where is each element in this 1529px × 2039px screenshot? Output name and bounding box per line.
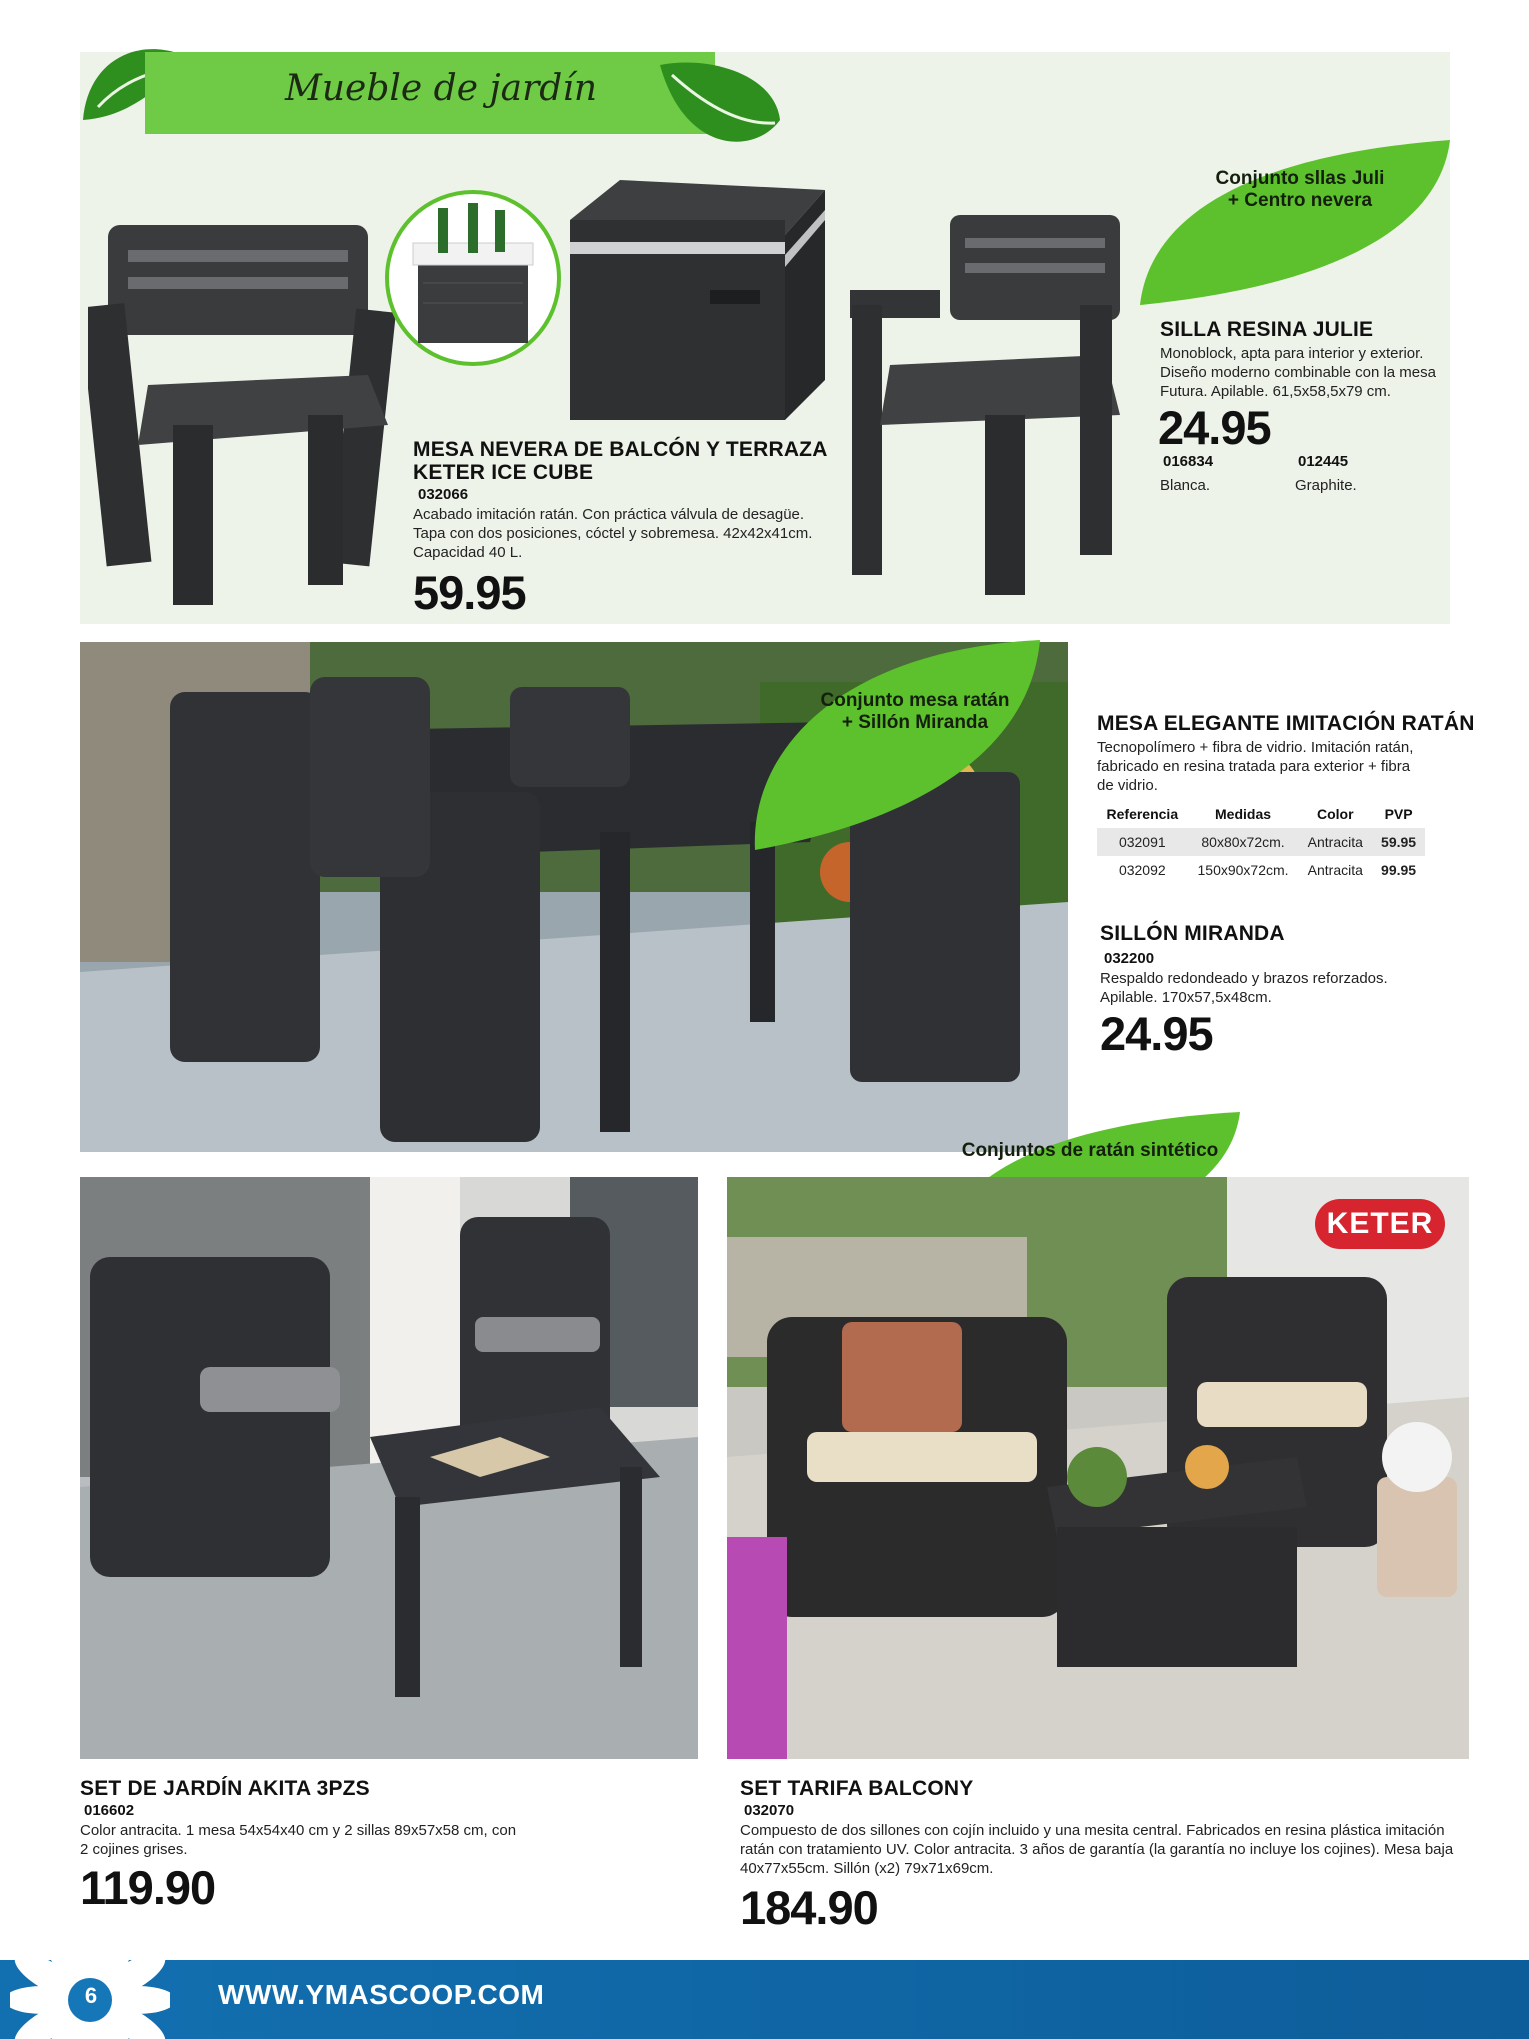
julie-title: SILLA RESINA JULIE	[1160, 318, 1374, 341]
miranda-description: Respaldo redondeado y brazos reforzados. Apilable. 170x57,5x48cm.	[1100, 970, 1388, 1006]
miranda-price: 24.95	[1100, 1007, 1213, 1060]
daisy-icon	[10, 1920, 170, 2039]
table-row	[1097, 828, 1425, 856]
table-cell: 150x90x72cm.	[1197, 862, 1289, 878]
ice-cube-title: MESA NEVERA DE BALCÓN Y TERRAZA KETER ICE CUBE	[413, 438, 828, 484]
table-cell: 80x80x72cm.	[1188, 828, 1299, 856]
tarifa-description: Compuesto de dos sillones con cojín incluido y una mesita central. Fabricados en resina plástica imitación ratán con tratamiento UV. Color antracita. 3 años de garantía (la garantía no incluye los cojines). Mesa baja 40x77x55cm. Sillón (x2) 79x71x69cm.	[740, 1822, 1454, 1877]
leaf-badge-sintetico-label: Conjuntos de ratán sintético	[961, 1140, 1219, 1161]
julie-variant-color: Graphite.	[1295, 477, 1357, 494]
table-header: PVP	[1384, 806, 1413, 822]
mesa-elegante-spec-table	[1097, 800, 1425, 884]
ice-cube-open-image	[383, 188, 563, 368]
page-number: 6	[84, 1983, 98, 2008]
leaf-badge-ratan-set-label: Conjunto mesa ratán + Sillón Miranda	[820, 690, 1010, 733]
table-cell: Antracita	[1307, 862, 1363, 878]
table-cell-price: 99.95	[1381, 862, 1417, 878]
table-header: Color	[1317, 806, 1354, 822]
julie-variant-ref: 012445	[1298, 453, 1349, 470]
akita-set-photo	[80, 1177, 698, 1759]
julie-chair-image-2	[840, 205, 1140, 605]
table-header: Medidas	[1215, 806, 1272, 822]
section-title: Mueble de jardín	[285, 68, 598, 109]
mesa-elegante-description: Tecnopolímero + fibra de vidrio. Imitación ratán, fabricado en resina tratada para exterior + fibra de vidrio.	[1097, 739, 1414, 794]
ice-cube-ref: 032066	[418, 486, 469, 503]
ice-cube-description: Acabado imitación ratán. Con práctica válvula de desagüe. Tapa con dos posiciones, cóctel y sobremesa. 42x42x41cm. Capacidad 40 L.	[413, 506, 813, 561]
keter-logo: KETER	[1315, 1199, 1445, 1249]
ice-cube-closed-image	[560, 180, 830, 425]
tarifa-set-photo	[727, 1177, 1469, 1759]
leaf-badge-juli-label: Conjunto sllas Juli + Centro nevera	[1215, 168, 1385, 211]
akita-title: SET DE JARDÍN AKITA 3PZS	[80, 1777, 370, 1800]
julie-chair-image	[88, 215, 403, 615]
julie-price: 24.95	[1158, 401, 1271, 454]
tarifa-ref: 032070	[744, 1802, 795, 1819]
miranda-title: SILLÓN MIRANDA	[1100, 922, 1285, 945]
akita-ref: 016602	[84, 1802, 135, 1819]
table-row	[1097, 856, 1425, 884]
footer-website-link[interactable]: WWW.YMASCOOP.COM	[218, 1979, 545, 2010]
akita-price: 119.90	[80, 1861, 216, 1914]
leaf-badge-ratan-set	[750, 630, 1050, 855]
leaf-badge-juli	[1140, 135, 1455, 310]
table-header-row	[1097, 800, 1425, 828]
miranda-ref: 032200	[1104, 950, 1155, 967]
julie-variant-ref: 016834	[1163, 453, 1214, 470]
table-cell: Antracita	[1298, 828, 1372, 856]
tarifa-title: SET TARIFA BALCONY	[740, 1777, 974, 1800]
leaf-decoration-right	[650, 45, 785, 155]
table-header: Referencia	[1106, 806, 1179, 822]
mesa-elegante-title: MESA ELEGANTE IMITACIÓN RATÁN	[1097, 712, 1475, 735]
tarifa-price: 184.90	[740, 1881, 878, 1934]
julie-variant-color: Blanca.	[1160, 477, 1211, 494]
julie-description: Monoblock, apta para interior y exterior. Diseño moderno combinable con la mesa Futura. Apilable. 61,5x58,5x79 cm.	[1160, 345, 1436, 400]
ice-cube-price: 59.95	[413, 566, 526, 619]
akita-description: Color antracita. 1 mesa 54x54x40 cm y 2 sillas 89x57x58 cm, con 2 cojines grises.	[80, 1822, 517, 1858]
table-cell: 032091	[1097, 828, 1188, 856]
table-cell: 032092	[1118, 862, 1166, 878]
table-cell-price: 59.95	[1372, 828, 1425, 856]
